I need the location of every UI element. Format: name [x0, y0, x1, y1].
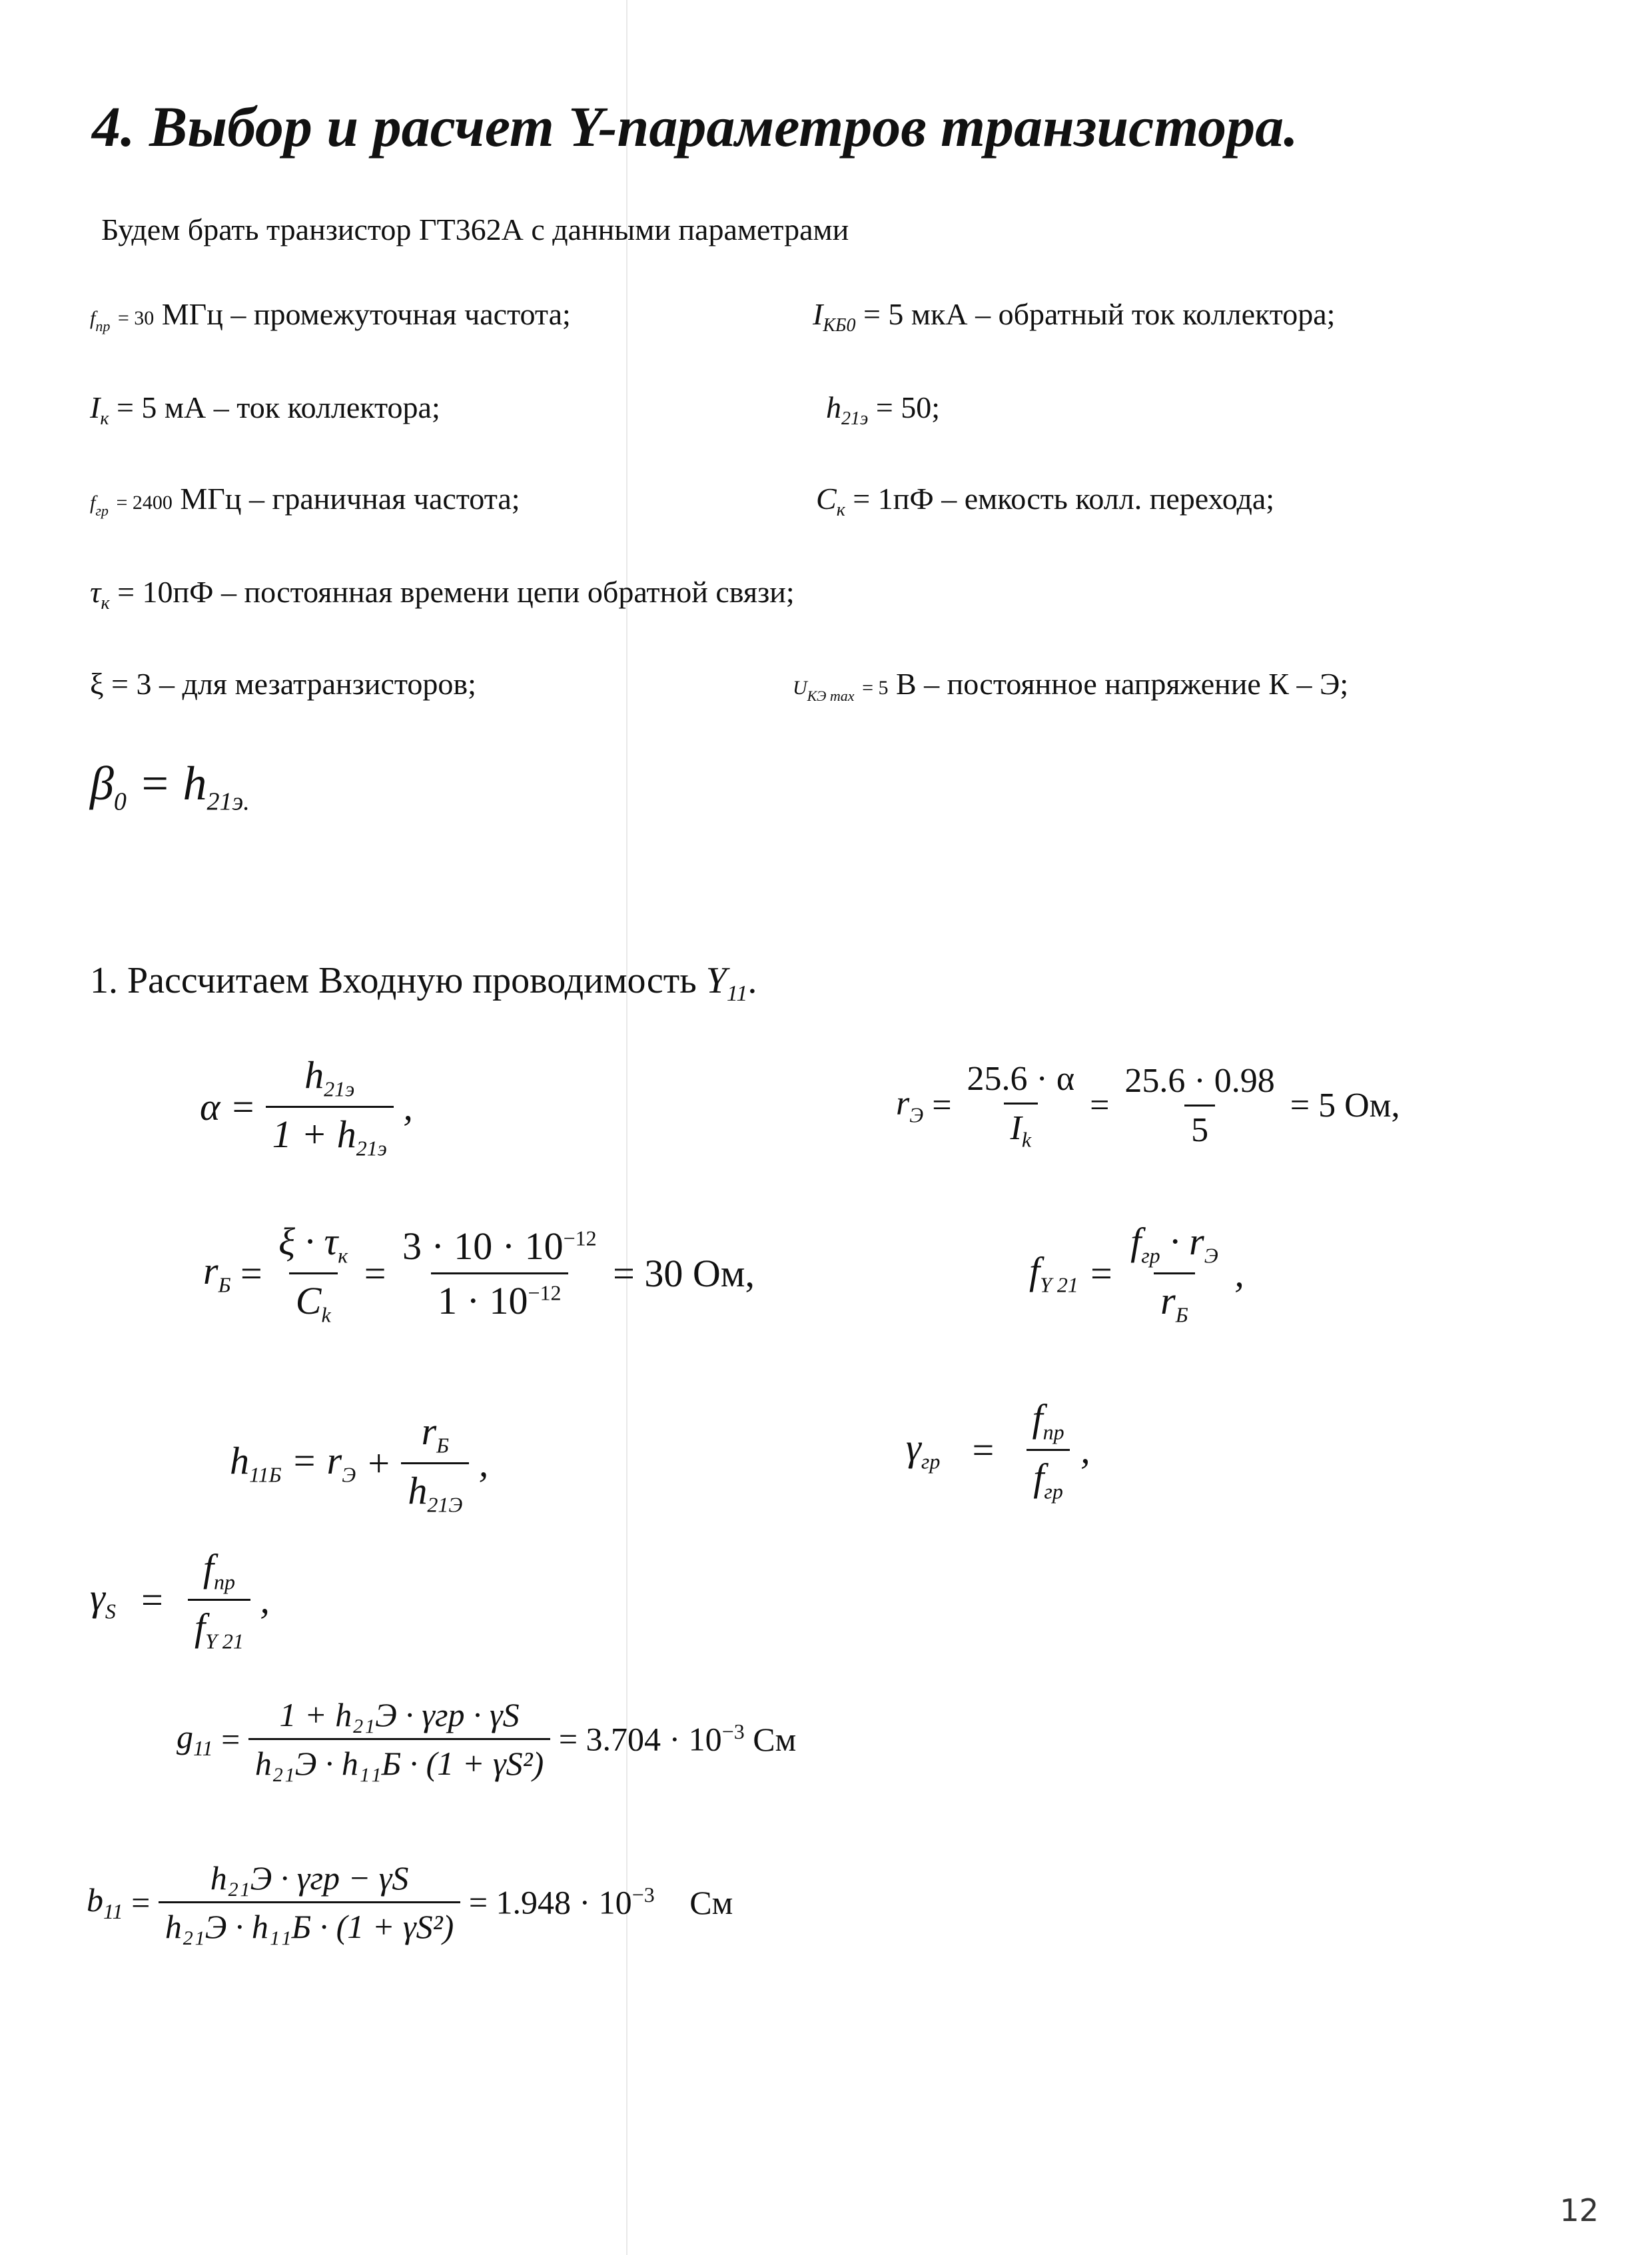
- param-fpr: $f_{пр} = 30$ МГц – промежуточная частота;: [90, 297, 571, 335]
- param-h21: $h_{21э} = 50$;: [826, 390, 941, 430]
- formula-h11b: $h_{11Б} = r_Э$ + $\frac{r_Б}{h_{21Э}}$ ,: [230, 1410, 489, 1517]
- formula-fy21: $f_{Y 21}$ = $\frac{f_{гр} \cdot r_Э}{r_Б}$ ,: [1029, 1220, 1244, 1327]
- section-1-heading: 1. Рассчитаем Входную проводимость $Y_{11}$.: [90, 960, 757, 1007]
- intro-text: Будем брать транзистор ГТ362А с данными параметрами: [101, 213, 849, 246]
- formula-re: $r_Э$ = $\frac{25.6 \cdot \alpha}{I_k}$ = $\frac{25.6 \cdot 0.98}{5}$ = 5 Ом,: [896, 1060, 1400, 1152]
- param-ck: $C_к = 1пФ$ – емкость колл. перехода;: [816, 482, 1275, 521]
- param-fgr: $f_{гр} = 2400$ МГц – граничная частота;: [90, 482, 520, 520]
- formula-gamma-gr: $\gamma_{гр}$ = $\frac{f_{пр}}{f_{гр}}$ ,: [906, 1396, 1090, 1504]
- param-uke: $U_{КЭ max} = 5$ В – постоянное напряжение К – Э;: [793, 667, 1349, 705]
- param-ik: $I_к = 5$ мА – ток коллектора;: [90, 390, 440, 430]
- param-tauk: $\tau_к = 10пФ$ – постоянная времени цепи обратной связи;: [90, 575, 795, 614]
- formula-alpha: α = $\frac{h_{21э}}{1 + h_{21э}}$ ,: [200, 1053, 413, 1160]
- formula-gamma-s: $\gamma_S$ = $\frac{f_{пр}}{f_{Y 21}}$ ,: [90, 1546, 270, 1653]
- formula-b11: $b_{11}$ = $\frac{\text{h₂₁Э · γгр − γS}}{\text{h₂₁Э · h₁₁Б · (1 + γS²)}}$ = $1.948 \cdot 10^{-3}$ См: [87, 1859, 733, 1945]
- param-ikb0: $I_{КБ0} = 5$ мкА – обратный ток коллектора;: [813, 297, 1336, 336]
- param-xi: ξ = 3 – для мезатранзисторов;: [90, 667, 476, 701]
- formula-g11: $g_{11}$ = $\frac{\text{1 + h₂₁Э · γгр · γS}}{\text{h₂₁Э · h₁₁Б · (1 + γS²)}}$ = $3.704 \cdot 10^{-3}$ См: [177, 1696, 797, 1782]
- page-number: 12: [1559, 2192, 1599, 2228]
- section-title: 4. Выбор и расчет Y-параметров транзистора.: [92, 95, 1298, 159]
- param-beta: $\beta_0 = h_{21э.}$: [90, 757, 250, 816]
- formula-rb: $r_Б$ = $\frac{\xi \cdot \tau_к}{C_k}$ = $\frac{3 \cdot 10 \cdot 10^{-12}}{1 \cdot 10^{-12}}$ = 30 Ом,: [203, 1220, 755, 1327]
